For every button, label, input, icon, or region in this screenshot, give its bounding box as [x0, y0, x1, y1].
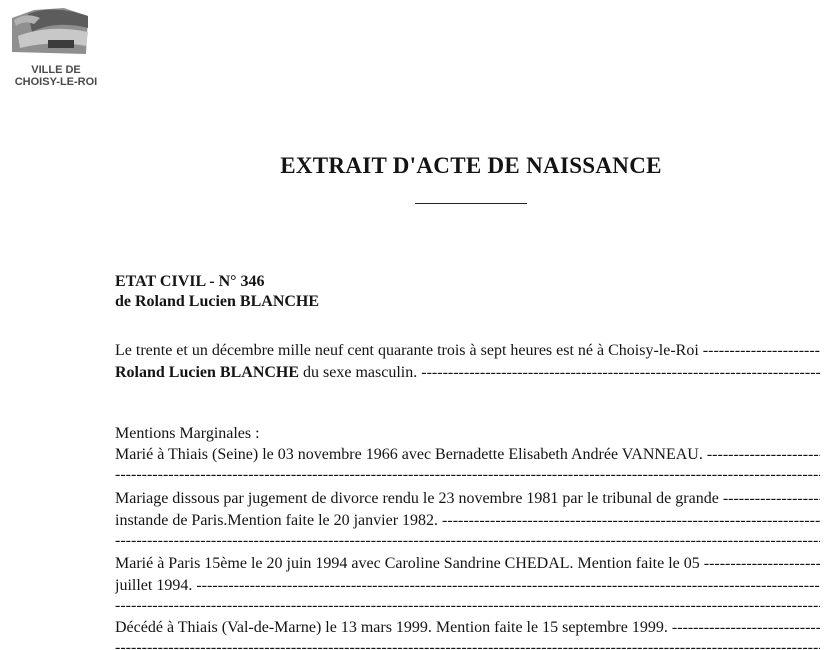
birth-text-2: du sexe masculin.: [303, 364, 418, 381]
mention-3-line-1: [115, 553, 820, 575]
etat-civil-block: [115, 272, 319, 312]
logo-text-line1: VILLE DE: [31, 64, 81, 76]
mention-4: [115, 617, 820, 639]
birth-text-1: Le trente et un décembre mille neuf cent quarante trois à sept heures est né à Choisy-le-Roi: [115, 342, 699, 359]
mention-2-line-2: [115, 510, 820, 532]
mentions-heading: Mentions Marginales :: [115, 425, 260, 442]
mention-2-line-1: [115, 488, 820, 510]
mention-4-text: Décédé à Thiais (Val-de-Marne) le 13 mars 1999. Mention faite le 15 septembre 1999.: [115, 619, 668, 636]
etat-civil-number: ETAT CIVIL - N° 346: [115, 273, 265, 290]
mention-2-text-1: Mariage dissous par jugement de divorce rendu le 23 novembre 1981 par le tribunal de grande: [115, 490, 719, 507]
subject-name: de Roland Lucien BLANCHE: [115, 293, 320, 310]
mention-1-text: Marié à Thiais (Seine) le 03 novembre 1966 avec Bernadette Elisabeth Andrée VANNEAU.: [115, 446, 703, 463]
mention-3-line-2: [115, 575, 820, 597]
mention-separator: [115, 467, 820, 483]
birth-line-1: [115, 340, 820, 362]
city-logo: [0, 2, 112, 92]
mention-separator: [115, 598, 820, 614]
birth-person-name: Roland Lucien BLANCHE: [115, 364, 300, 381]
mention-separator: [115, 640, 820, 650]
birth-line-2: [115, 362, 820, 384]
mention-separator: [115, 533, 820, 549]
title-underline: [415, 203, 527, 204]
mention-3-text-2: juillet 1994.: [115, 577, 193, 594]
logo-text-line2: CHOISY-LE-ROI: [14, 76, 98, 88]
mention-2-text-2: instande de Paris.Mention faite le 20 janvier 1982.: [115, 512, 439, 529]
mention-3-text-1: Marié à Paris 15ème le 20 juin 1994 avec Caroline Sandrine CHEDAL. Mention faite le 05: [115, 555, 700, 572]
document-title: EXTRAIT D'ACTE DE NAISSANCE: [280, 153, 662, 178]
city-emblem-icon: [4, 2, 108, 62]
mention-1: [115, 444, 820, 466]
